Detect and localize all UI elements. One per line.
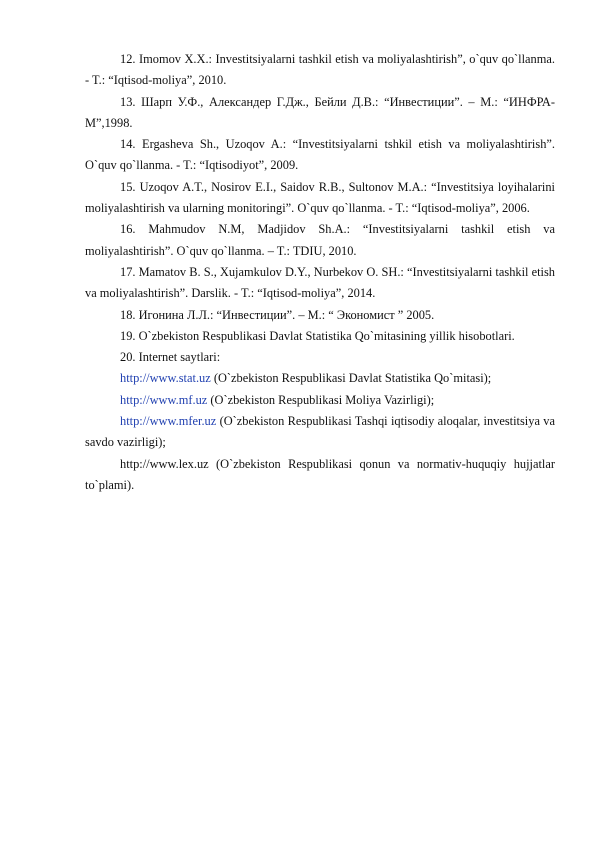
reference-18: [85, 305, 555, 326]
reference-number: 15.: [120, 179, 136, 194]
reference-17: [85, 262, 555, 305]
reference-number: 18.: [120, 307, 136, 322]
website-mfer: [85, 411, 555, 454]
website-text-lex: http://www.lex.uz: [120, 456, 209, 471]
reference-text: Imomov X.X.: Investitsiyalarni tashkil etish va moliyalashtirish”, o`quv qo`llanma. - T.: “Iqtisod-moliya”, 2010.: [85, 52, 555, 88]
reference-number: 17.: [120, 264, 136, 279]
reference-text: Internet saytlari:: [138, 350, 221, 365]
website-link-mf[interactable]: http://www.mf.uz: [120, 392, 208, 407]
reference-13: [85, 92, 555, 135]
website-link-mfer[interactable]: http://www.mfer.uz: [120, 414, 217, 429]
website-description: (O`zbekiston Respublikasi Davlat Statistika Qo`mitasi);: [210, 371, 492, 386]
reference-text: Uzoqov A.T., Nosirov E.I., Saidov R.B., Sultonov M.A.: “Investitsiya loyihalarini moliyalashtirish va ularning monitoringi”. O`quv qo`llanma. - T.: “Iqtisod-moliya”, 2006.: [85, 179, 555, 216]
reference-text: Шарп У.Ф., Александер Г.Дж., Бейли Д.В.: “Инвестиции”. – М.: “ИНФРА-М”,1998.: [85, 94, 555, 130]
reference-text: Mahmudov N.M, Madjidov Sh.A.: “Investitsiyalarni tashkil etish va moliyalashtirish”. O`quv qo`llanma. – T.: TDIU, 2010.: [85, 222, 555, 258]
website-description: (O`zbekiston Respublikasi qonun va normativ-huquqiy hujjatlar to`plami).: [85, 456, 555, 492]
website-mf: [85, 390, 555, 411]
reference-16: [85, 219, 555, 262]
reference-text: Mamatov B. S., Xujamkulov D.Y., Nurbekov O. SH.: “Investitsiyalarni tashkil etish va moliyalashtirish”. Darslik. - T.: “Iqtisod-moliya”, 2014.: [85, 264, 555, 301]
reference-20: [85, 347, 555, 368]
website-stat: [85, 368, 555, 389]
website-description: (O`zbekiston Respublikasi Moliya Vazirligi);: [207, 392, 435, 407]
reference-number: 19.: [120, 328, 136, 343]
reference-list: [85, 49, 555, 496]
reference-19: [85, 326, 555, 347]
reference-12: [85, 49, 555, 92]
reference-text: O`zbekiston Respublikasi Davlat Statistika Qo`mitasining yillik hisobotlari.: [138, 328, 515, 343]
reference-number: 12.: [120, 52, 136, 66]
reference-number: 13.: [120, 94, 136, 109]
website-link-stat[interactable]: http://www.stat.uz: [120, 371, 211, 386]
reference-text: Игонина Л.Л.: “Инвестиции”. – М.: “ Экономист ” 2005.: [138, 307, 435, 322]
website-lex: [85, 454, 555, 497]
website-description: (O`zbekiston Respublikasi Tashqi iqtisodiy aloqalar, investitsiya va savdo vazirligi);: [85, 414, 555, 450]
reference-number: 16.: [120, 222, 136, 237]
reference-text: Ergasheva Sh., Uzoqov A.: “Investitsiyalarni tshkil etish va moliyalashtirish”. O`quv qo`llanma. - T.: “Iqtisodiyot”, 2009.: [85, 137, 555, 173]
reference-number: 14.: [120, 137, 136, 152]
reference-14: [85, 134, 555, 177]
reference-15: [85, 177, 555, 220]
reference-number: 20.: [120, 350, 136, 365]
